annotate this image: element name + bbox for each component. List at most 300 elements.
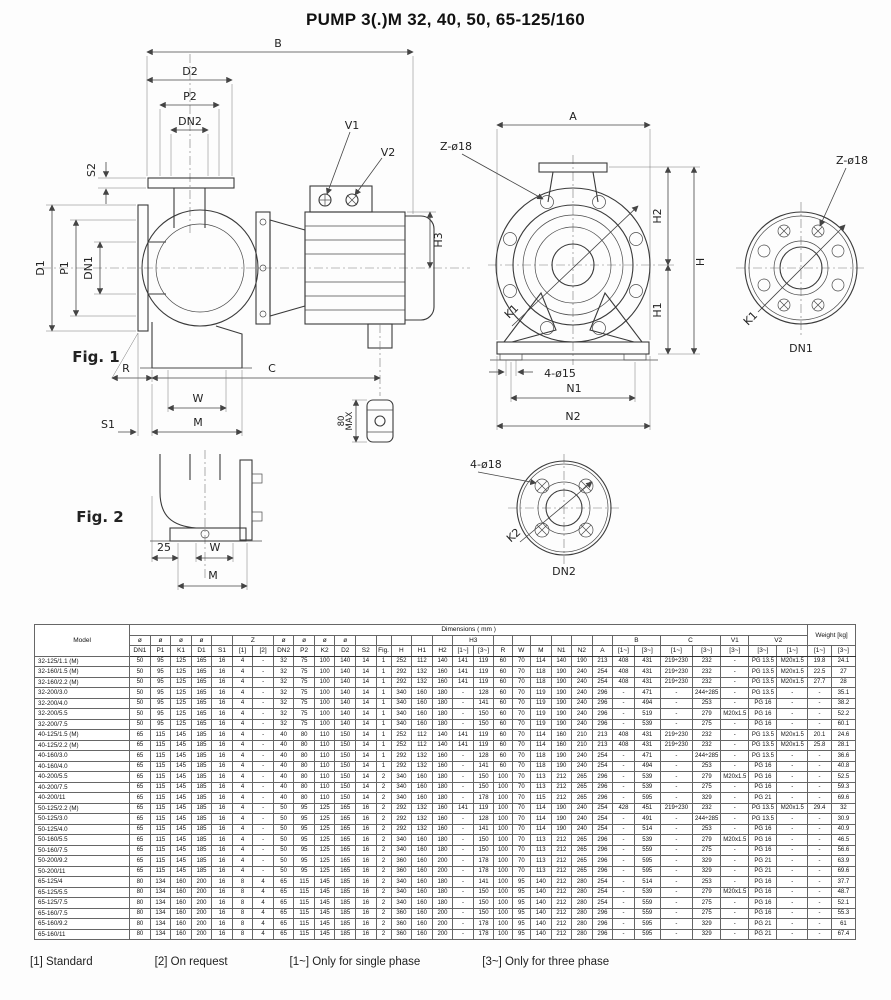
table-cell: 232 <box>693 667 721 678</box>
table-cell: 100 <box>494 929 512 940</box>
table-cell: 180 <box>432 698 453 709</box>
table-cell: 296 <box>592 772 613 783</box>
model-cell: 32-200/3.0 <box>35 688 130 699</box>
table-cell: 114 <box>531 730 552 741</box>
table-cell: 141 <box>453 740 474 751</box>
table-cell: - <box>613 688 635 699</box>
table-cell: 1 <box>376 719 391 730</box>
table-cell: 178 <box>473 856 494 867</box>
table-cell: 75 <box>294 667 315 678</box>
table-cell: 180 <box>432 887 453 898</box>
table-cell: 296 <box>592 719 613 730</box>
table-cell: 160 <box>412 887 433 898</box>
table-cell: 70 <box>512 730 530 741</box>
table-cell: - <box>453 793 474 804</box>
table-header-cell: H <box>391 646 412 657</box>
dim-label-k2: K2 <box>504 525 524 545</box>
table-cell: 254 <box>592 824 613 835</box>
table-cell: 134 <box>150 877 171 888</box>
table-cell: 16 <box>355 866 376 877</box>
table-cell: 32 <box>831 803 855 814</box>
table-header-cell: ø <box>273 635 294 646</box>
table-cell: - <box>721 803 749 814</box>
table-cell: 140 <box>335 667 356 678</box>
table-cell: 160 <box>432 803 453 814</box>
table-cell: 50 <box>273 856 294 867</box>
table-cell: - <box>808 698 832 709</box>
table-row <box>35 845 856 856</box>
table-cell: 4 <box>232 730 253 741</box>
table-row <box>35 835 856 846</box>
table-cell: PG 13.5 <box>749 803 777 814</box>
table-cell: - <box>613 772 635 783</box>
table-cell: 125 <box>314 845 335 856</box>
table-cell: 4 <box>232 793 253 804</box>
table-cell: 100 <box>314 698 335 709</box>
table-cell: 140 <box>432 740 453 751</box>
table-cell: 125 <box>171 667 192 678</box>
table-cell: 145 <box>171 856 192 867</box>
table-cell: - <box>613 866 635 877</box>
table-cell: 110 <box>314 793 335 804</box>
table-cell: - <box>613 751 635 762</box>
table-cell: 145 <box>171 845 192 856</box>
table-cell: 213 <box>592 740 613 751</box>
table-cell: 16 <box>212 898 233 909</box>
table-cell: M20x1.5 <box>777 803 808 814</box>
table-cell: 275 <box>693 845 721 856</box>
table-cell: 240 <box>572 709 593 720</box>
table-cell: 150 <box>335 772 356 783</box>
table-cell: 244÷285 <box>693 814 721 825</box>
table-cell: 160 <box>551 740 572 751</box>
table-cell: - <box>721 751 749 762</box>
table-cell: 595 <box>634 866 660 877</box>
table-cell: - <box>721 919 749 930</box>
model-cell: 65-125/5.5 <box>35 887 130 898</box>
model-cell: 40-200/5.5 <box>35 772 130 783</box>
table-cell: 110 <box>314 730 335 741</box>
table-cell: 113 <box>531 782 552 793</box>
table-cell: - <box>721 908 749 919</box>
table-cell: 32 <box>273 709 294 720</box>
table-cell: 100 <box>494 866 512 877</box>
table-cell: 132 <box>412 761 433 772</box>
table-cell: 185 <box>335 919 356 930</box>
table-cell: 150 <box>335 793 356 804</box>
table-cell: - <box>660 835 692 846</box>
table-cell: 70 <box>512 751 530 762</box>
dim-label-dn2-flange: DN2 <box>552 565 576 578</box>
table-cell: 340 <box>391 877 412 888</box>
table-cell: 140 <box>335 656 356 667</box>
dim-label-w-fig2: W <box>209 541 221 554</box>
table-cell: 134 <box>150 898 171 909</box>
table-cell: 100 <box>494 898 512 909</box>
dim-label-p2: P2 <box>183 90 197 103</box>
table-cell: 212 <box>551 908 572 919</box>
table-cell: 69.6 <box>831 866 855 877</box>
table-cell: - <box>777 856 808 867</box>
table-cell: - <box>808 887 832 898</box>
table-cell: 115 <box>150 730 171 741</box>
table-cell: 52.5 <box>831 772 855 783</box>
table-header-cell: P2 <box>294 646 315 657</box>
table-cell: 340 <box>391 719 412 730</box>
table-cell: 200 <box>432 929 453 940</box>
table-cell: 145 <box>314 929 335 940</box>
table-cell: 95 <box>150 667 171 678</box>
table-cell: 1 <box>376 730 391 741</box>
table-cell: 296 <box>592 698 613 709</box>
table-header-cell: B <box>613 635 661 646</box>
table-cell: 213 <box>592 656 613 667</box>
table-cell: 4 <box>232 667 253 678</box>
table-cell: 16 <box>212 698 233 709</box>
table-cell: - <box>808 814 832 825</box>
table-cell: 40 <box>273 761 294 772</box>
table-cell: 36.6 <box>831 751 855 762</box>
table-cell: PG 16 <box>749 835 777 846</box>
table-header-cell: R <box>494 646 512 657</box>
table-cell: 2 <box>376 845 391 856</box>
table-cell: 140 <box>335 688 356 699</box>
table-cell: 112 <box>412 656 433 667</box>
table-cell: 2 <box>376 866 391 877</box>
table-cell: 360 <box>391 856 412 867</box>
model-cell: 40-200/7.5 <box>35 782 130 793</box>
table-cell: 2 <box>376 835 391 846</box>
table-cell: 219÷230 <box>660 803 692 814</box>
table-cell: - <box>613 835 635 846</box>
table-cell: 185 <box>191 761 212 772</box>
table-cell: 65 <box>273 898 294 909</box>
table-cell: PG 13.5 <box>749 677 777 688</box>
table-cell: 471 <box>634 688 660 699</box>
table-cell: 65 <box>130 740 151 751</box>
table-cell: - <box>253 845 274 856</box>
table-cell: 232 <box>693 677 721 688</box>
table-cell: 254 <box>592 751 613 762</box>
table-cell: 27.7 <box>808 677 832 688</box>
table-cell: 113 <box>531 856 552 867</box>
table-cell: 16 <box>355 877 376 888</box>
table-cell: - <box>613 719 635 730</box>
table-cell: PG 13.5 <box>749 814 777 825</box>
table-header-cell: Fig. <box>376 646 391 657</box>
table-cell: - <box>453 782 474 793</box>
table-cell: 132 <box>412 824 433 835</box>
table-cell: 14 <box>355 709 376 720</box>
table-header-cell: [1~] <box>453 646 474 657</box>
model-cell: 40-160/4.0 <box>35 761 130 772</box>
table-cell: 95 <box>512 887 530 898</box>
table-header-cell <box>494 635 512 646</box>
table-header-cell: Model <box>35 625 130 657</box>
table-cell: - <box>453 908 474 919</box>
table-cell: 200 <box>191 887 212 898</box>
table-cell: 140 <box>531 919 552 930</box>
table-cell: 275 <box>693 898 721 909</box>
table-cell: 16 <box>212 887 233 898</box>
table-cell: 165 <box>335 803 356 814</box>
table-cell: 16 <box>212 919 233 930</box>
table-cell: - <box>253 730 274 741</box>
table-cell: 19.8 <box>808 656 832 667</box>
table-cell: 95 <box>294 866 315 877</box>
table-cell: - <box>660 688 692 699</box>
table-cell: 95 <box>512 929 530 940</box>
table-cell: 8 <box>232 929 253 940</box>
table-cell: 4 <box>232 866 253 877</box>
table-cell: 160 <box>412 719 433 730</box>
table-cell: 125 <box>171 709 192 720</box>
table-cell: 200 <box>432 919 453 930</box>
table-cell: 115 <box>294 908 315 919</box>
table-cell: 8 <box>232 877 253 888</box>
table-cell: 165 <box>335 835 356 846</box>
table-cell: - <box>660 929 692 940</box>
table-cell: 408 <box>613 740 635 751</box>
table-cell: 115 <box>294 898 315 909</box>
table-cell: 253 <box>693 824 721 835</box>
table-cell: 60 <box>494 719 512 730</box>
dim-label-s2: S2 <box>85 163 98 177</box>
table-cell: 185 <box>191 740 212 751</box>
model-cell: 50-160/5.5 <box>35 835 130 846</box>
table-cell: 8 <box>232 908 253 919</box>
table-cell: PG 13.5 <box>749 730 777 741</box>
table-cell: 75 <box>294 698 315 709</box>
table-row <box>35 803 856 814</box>
model-cell: 65-160/9.2 <box>35 919 130 930</box>
table-cell: - <box>453 814 474 825</box>
table-cell: 115 <box>150 866 171 877</box>
table-cell: 119 <box>473 740 494 751</box>
table-cell: 254 <box>592 667 613 678</box>
table-cell: - <box>253 793 274 804</box>
table-cell: 408 <box>613 667 635 678</box>
table-cell: - <box>777 772 808 783</box>
table-cell: 65 <box>130 803 151 814</box>
table-cell: 180 <box>432 772 453 783</box>
table-cell: 140 <box>531 908 552 919</box>
table-cell: - <box>721 730 749 741</box>
table-cell: 292 <box>391 814 412 825</box>
table-cell: 16 <box>355 845 376 856</box>
table-cell: 296 <box>592 929 613 940</box>
table-cell: 125 <box>314 866 335 877</box>
table-cell: 115 <box>150 782 171 793</box>
table-cell: 16 <box>212 677 233 688</box>
table-cell: 55.3 <box>831 908 855 919</box>
table-cell: 2 <box>376 919 391 930</box>
dim-label-a: A <box>569 110 577 123</box>
table-cell: 595 <box>634 919 660 930</box>
table-cell: 14 <box>355 719 376 730</box>
table-cell: M20x1.5 <box>721 709 749 720</box>
table-cell: 1 <box>376 656 391 667</box>
table-cell: 165 <box>191 709 212 720</box>
table-cell: - <box>660 898 692 909</box>
table-cell: - <box>660 845 692 856</box>
table-cell: 329 <box>693 929 721 940</box>
table-cell: 140 <box>432 730 453 741</box>
table-row <box>35 908 856 919</box>
table-cell: 1 <box>376 751 391 762</box>
table-header-cell: [1~] <box>660 646 692 657</box>
table-cell: 80 <box>130 877 151 888</box>
technical-drawing <box>0 30 891 618</box>
table-cell: 114 <box>531 824 552 835</box>
model-cell: 50-160/7.5 <box>35 845 130 856</box>
table-cell: 296 <box>592 919 613 930</box>
table-cell: 119 <box>531 688 552 699</box>
table-cell: 70 <box>512 835 530 846</box>
table-cell: 150 <box>335 740 356 751</box>
table-cell: 50 <box>130 677 151 688</box>
table-cell: - <box>613 929 635 940</box>
table-cell: - <box>453 824 474 835</box>
table-cell: 145 <box>314 898 335 909</box>
table-cell: 252 <box>391 730 412 741</box>
table-cell: 24.6 <box>831 730 855 741</box>
table-cell: 340 <box>391 835 412 846</box>
table-cell: 265 <box>572 845 593 856</box>
table-cell: - <box>613 877 635 888</box>
table-cell: 1 <box>376 677 391 688</box>
table-cell: 292 <box>391 824 412 835</box>
table-cell: 16 <box>212 667 233 678</box>
table-cell: 2 <box>376 772 391 783</box>
table-cell: 141 <box>453 803 474 814</box>
table-cell: - <box>777 877 808 888</box>
table-cell: 178 <box>473 919 494 930</box>
table-cell: 70 <box>512 772 530 783</box>
model-cell: 32-125/1.1 (M) <box>35 656 130 667</box>
table-cell: 145 <box>171 824 192 835</box>
table-cell: 4 <box>232 824 253 835</box>
table-cell: - <box>253 803 274 814</box>
table-cell: 119 <box>473 677 494 688</box>
table-header-cell <box>592 635 613 646</box>
table-cell: PG 16 <box>749 772 777 783</box>
table-cell: - <box>777 709 808 720</box>
table-cell: 38.2 <box>831 698 855 709</box>
table-cell: 160 <box>412 688 433 699</box>
table-cell: 4 <box>232 814 253 825</box>
table-cell: 145 <box>171 751 192 762</box>
table-cell: 50 <box>130 719 151 730</box>
table-header-cell: ø <box>191 635 212 646</box>
table-cell: 212 <box>551 919 572 930</box>
table-cell: 185 <box>335 877 356 888</box>
table-cell: PG 16 <box>749 709 777 720</box>
table-cell: 113 <box>531 772 552 783</box>
table-cell: 60 <box>494 667 512 678</box>
model-cell: 40-125/1.5 (M) <box>35 730 130 741</box>
table-cell: 140 <box>335 677 356 688</box>
table-cell: 65 <box>273 908 294 919</box>
table-cell: - <box>613 856 635 867</box>
table-row <box>35 887 856 898</box>
table-cell: 185 <box>191 751 212 762</box>
table-cell: 70 <box>512 740 530 751</box>
table-cell: - <box>808 845 832 856</box>
table-cell: 141 <box>453 730 474 741</box>
table-cell: 185 <box>191 814 212 825</box>
table-cell: - <box>721 698 749 709</box>
table-cell: - <box>613 709 635 720</box>
table-header-cell <box>212 635 233 646</box>
table-cell: 200 <box>432 856 453 867</box>
table-cell: 52.1 <box>831 898 855 909</box>
table-cell: M20x1.5 <box>721 772 749 783</box>
table-cell: 110 <box>314 761 335 772</box>
table-cell: - <box>808 761 832 772</box>
table-cell: 160 <box>412 919 433 930</box>
table-cell: 165 <box>335 866 356 877</box>
table-cell: 471 <box>634 751 660 762</box>
table-cell: 115 <box>294 919 315 930</box>
table-cell: 115 <box>150 856 171 867</box>
table-cell: 100 <box>314 656 335 667</box>
table-cell: 150 <box>473 719 494 730</box>
model-cell: 32-160/2.2 (M) <box>35 677 130 688</box>
table-cell: 292 <box>391 751 412 762</box>
table-cell: 125 <box>314 835 335 846</box>
table-cell: 100 <box>494 803 512 814</box>
table-cell: - <box>777 866 808 877</box>
table-cell: - <box>777 719 808 730</box>
table-cell: 150 <box>473 908 494 919</box>
table-cell: 100 <box>494 877 512 888</box>
table-cell: 180 <box>432 709 453 720</box>
table-cell: 16 <box>212 656 233 667</box>
dim-label-w: W <box>192 392 204 405</box>
table-cell: 160 <box>412 929 433 940</box>
table-cell: 180 <box>432 719 453 730</box>
table-cell: - <box>777 908 808 919</box>
dim-label-max: MAX <box>345 411 355 431</box>
table-cell: 2 <box>376 877 391 888</box>
table-cell: - <box>453 761 474 772</box>
table-cell: 14 <box>355 751 376 762</box>
table-cell: - <box>777 845 808 856</box>
table-cell: 145 <box>314 908 335 919</box>
table-cell: 539 <box>634 719 660 730</box>
table-cell: 65 <box>130 772 151 783</box>
table-cell: 280 <box>572 887 593 898</box>
table-cell: 190 <box>572 656 593 667</box>
table-cell: 80 <box>294 761 315 772</box>
table-cell: 65 <box>130 835 151 846</box>
table-cell: 16 <box>355 803 376 814</box>
footnote: [3~] Only for three phase <box>482 956 610 968</box>
table-cell: - <box>453 709 474 720</box>
table-cell: 296 <box>592 866 613 877</box>
table-cell: 32 <box>273 688 294 699</box>
table-cell: 240 <box>572 814 593 825</box>
table-cell: - <box>808 856 832 867</box>
table-cell: 559 <box>634 845 660 856</box>
table-cell: - <box>777 814 808 825</box>
table-cell: 100 <box>314 688 335 699</box>
model-cell: 32-200/7.5 <box>35 719 130 730</box>
table-cell: 65 <box>130 782 151 793</box>
table-cell: 185 <box>191 866 212 877</box>
table-row <box>35 656 856 667</box>
